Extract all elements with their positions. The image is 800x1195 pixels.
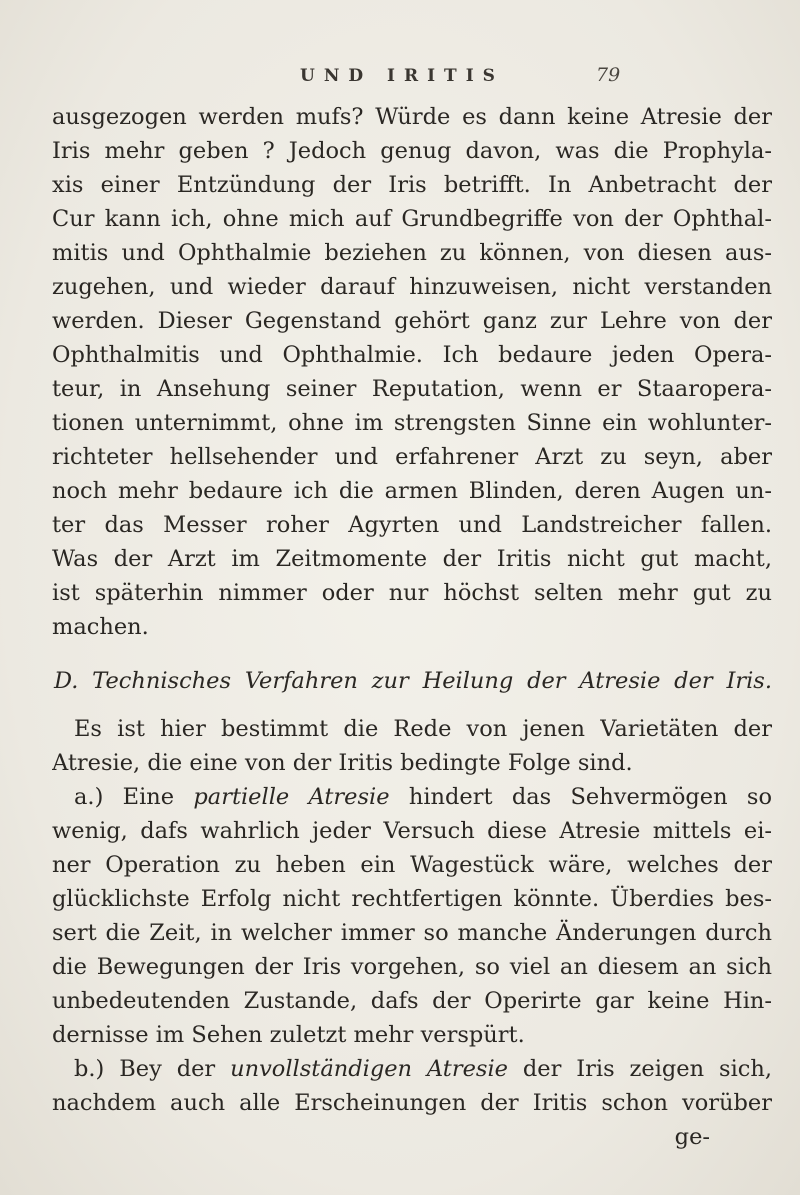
text-line: Es ist hier bestimmt die Rede von jenen Varietäten der (74, 716, 772, 742)
running-head: UND IRITIS (300, 66, 504, 86)
text-line: nachdem auch alle Erscheinungen der Iritis schon vorüber (52, 1090, 772, 1116)
text-line: tionen unternimmt, ohne im strengsten Sinne ein wohlunter- (52, 410, 772, 436)
text-line: zugehen, und wieder darauf hinzuweisen, nicht verstanden (52, 274, 772, 300)
text-line: xis einer Entzündung der Iris betrifft. In Anbetracht der (52, 172, 772, 198)
text-line: glücklichste Erfolg nicht rechtfertigen könnte. Überdies bes- (52, 886, 772, 912)
text-line: ter das Messer roher Agyrten und Landstreicher fallen. (52, 512, 772, 538)
text-line: dernisse im Sehen zuletzt mehr verspürt. (52, 1022, 525, 1048)
paragraph-b-first-line (52, 1052, 772, 1086)
catchword: ge- (674, 1124, 710, 1150)
text-line: ist späterhin nimmer oder nur höchst selten mehr gut zu (52, 580, 772, 606)
paragraph-b-suffix: der Iris zeigen sich, (507, 1056, 772, 1082)
text-line: Cur kann ich, ohne mich auf Grundbegriffe von der Ophthal- (52, 206, 772, 232)
text-line: Atresie, die eine von der Iritis bedingte Folge sind. (52, 750, 633, 776)
paragraph-a-emphasis: partielle Atresie (193, 784, 390, 810)
paragraph-b-prefix: b.) Bey der (74, 1056, 231, 1082)
text-line: sert die Zeit, in welcher immer so manche Änderungen durch (52, 920, 772, 946)
text-line: die Bewegungen der Iris vorgehen, so viel an diesem an sich (52, 954, 772, 980)
text-line: unbedeutenden Zustande, dafs der Operirte gar keine Hin- (52, 988, 772, 1014)
text-line: Iris mehr geben ? Jedoch genug davon, was die Prophyla- (52, 138, 772, 164)
paragraph-a-suffix: hindert das Sehvermögen so (389, 784, 772, 810)
text-line: Ophthalmitis und Ophthalmie. Ich bedaure jeden Opera- (52, 342, 772, 368)
text-line: wenig, dafs wahrlich jeder Versuch diese Atresie mittels ei- (52, 818, 772, 844)
paragraph-a-prefix: a.) Eine (74, 784, 194, 810)
text-line: werden. Dieser Gegenstand gehört ganz zur Lehre von der (52, 308, 772, 334)
text-line: ner Operation zu heben ein Wagestück wäre, welches der (52, 852, 772, 878)
text-line: richteter hellsehender und erfahrener Arzt zu seyn, aber (52, 444, 772, 470)
text-line: machen. (52, 614, 149, 640)
text-line: noch mehr bedaure ich die armen Blinden, deren Augen un- (52, 478, 772, 504)
page-number: 79 (596, 64, 621, 86)
text-line: Was der Arzt im Zeitmomente der Iritis nicht gut macht, (52, 546, 772, 572)
text-line: ausgezogen werden mufs? Würde es dann keine Atresie der (52, 104, 772, 130)
text-line: teur, in Ansehung seiner Reputation, wenn er Staaropera- (52, 376, 772, 402)
text-line: mitis und Ophthalmie beziehen zu können, von diesen aus- (52, 240, 772, 266)
paragraph-a-first-line (52, 780, 772, 814)
body-text (52, 100, 772, 1154)
section-heading: D. Technisches Verfahren zur Heilung der Atresie der Iris. (54, 668, 772, 694)
page-header (0, 66, 800, 96)
paragraph-b-emphasis: unvollständigen Atresie (230, 1056, 508, 1082)
